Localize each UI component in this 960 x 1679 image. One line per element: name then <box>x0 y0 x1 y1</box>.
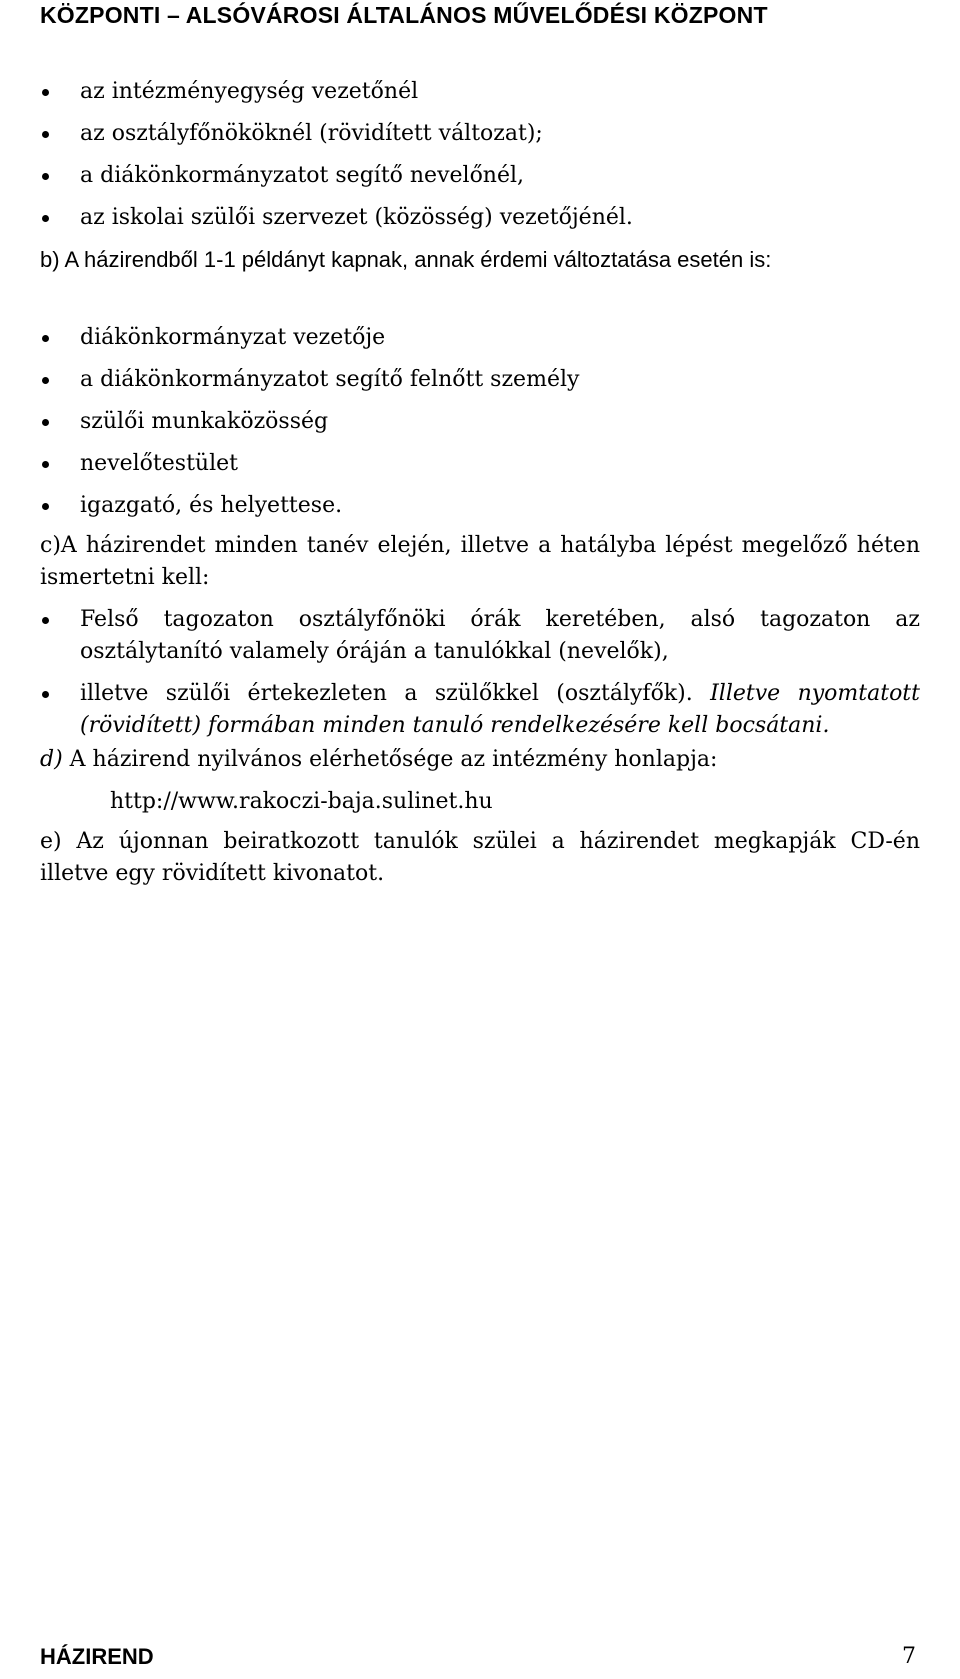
website-url[interactable]: http://www.rakoczi-baja.sulinet.hu <box>110 789 493 814</box>
list-b-section <box>40 322 920 522</box>
list-item: az osztályfőnököknél (rövidített változat); <box>40 118 920 150</box>
list-c-section <box>40 604 920 742</box>
list-item-italic-text: Illetve nyomtatott (rövidített) formában minden tanuló rendelkezésére kell bocsátani. <box>80 681 920 738</box>
paragraph-d-text: A házirend nyilvános elérhetősége az intézmény honlapja: <box>69 747 718 772</box>
list-item: Felső tagozaton osztályfőnöki órák keretében, alsó tagozaton az osztálytanító valamely óráján a tanulókkal (nevelők), <box>40 604 920 668</box>
list-item: diákönkormányzat vezetője <box>40 322 920 354</box>
list-item <box>40 678 920 742</box>
bullet-list-b <box>40 322 920 522</box>
list-item: az iskolai szülői szervezet (közösség) vezetőjénél. <box>40 202 920 234</box>
footer-title: HÁZIREND <box>40 1644 154 1669</box>
list-item: igazgató, és helyettese. <box>40 490 920 522</box>
bullet-list-a <box>40 76 920 234</box>
list-item: a diákönkormányzatot segítő felnőtt személy <box>40 364 920 396</box>
list-item: szülői munkaközösség <box>40 406 920 438</box>
list-item-text: illetve szülői értekezleten a szülőkkel (osztályfők). <box>80 681 693 706</box>
bullet-list-c <box>40 604 920 742</box>
list-item: nevelőtestület <box>40 448 920 480</box>
page-header-title: KÖZPONTI – ALSÓVÁROSI ÁLTALÁNOS MŰVELŐDÉSI KÖZPONT <box>40 2 768 28</box>
paragraph-e: e) Az újonnan beiratkozott tanulók szülei a házirendet megkapják CD-én illetve egy rövidített kivonatot. <box>40 829 920 886</box>
page-number: 7 <box>902 1644 916 1669</box>
list-item: az intézményegység vezetőnél <box>40 76 920 108</box>
paragraph-d-label: d) <box>40 747 63 772</box>
paragraph-d <box>40 744 920 776</box>
list-a-section <box>40 76 920 234</box>
paragraph-c: c)A házirendet minden tanév elején, illetve a hatályba lépést megelőző héten ismertetni kell: <box>40 533 920 590</box>
paragraph-b: b) A házirendből 1-1 példányt kapnak, annak érdemi változtatása esetén is: <box>40 247 772 272</box>
list-item: a diákönkormányzatot segítő nevelőnél, <box>40 160 920 192</box>
